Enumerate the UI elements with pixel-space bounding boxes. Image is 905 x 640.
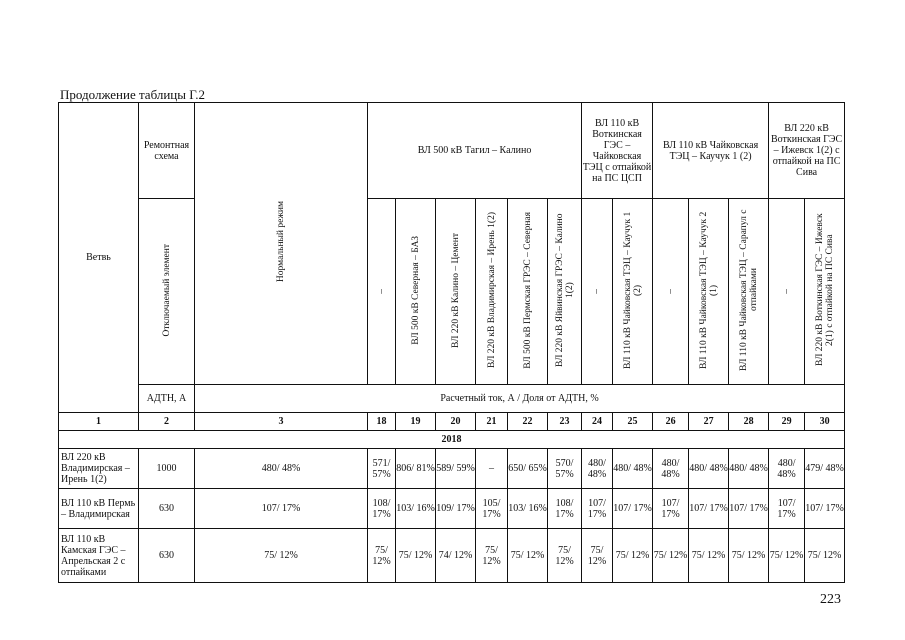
- element-header: ВЛ 220 кВ Владимирская – Ирень 1(2): [476, 199, 508, 385]
- column-number: 1: [59, 413, 139, 431]
- value-cell: 480/ 48%: [653, 449, 689, 489]
- value-cell: –: [476, 449, 508, 489]
- normal-mode-header: Нормальный режим: [195, 103, 368, 385]
- value-cell: 107/ 17%: [805, 489, 845, 529]
- branch-cell: ВЛ 110 кВ Пермь – Владимирская: [59, 489, 139, 529]
- element-header: –: [769, 199, 805, 385]
- branch-cell: ВЛ 110 кВ Камская ГЭС – Апрельская 2 с отпайками: [59, 529, 139, 583]
- value-cell: 480/ 48%: [613, 449, 653, 489]
- year-label: 2018: [59, 431, 845, 449]
- element-header: ВЛ 220 кВ Воткинская ГЭС – Ижевск 2(1) с отпайкой на ПС Сива: [805, 199, 845, 385]
- value-cell: 107/ 17%: [729, 489, 769, 529]
- value-cell: 589/ 59%: [436, 449, 476, 489]
- value-cell: 75/ 12%: [729, 529, 769, 583]
- adtn-cell: 630: [139, 489, 195, 529]
- element-header: –: [368, 199, 396, 385]
- value-cell: 105/ 17%: [476, 489, 508, 529]
- value-cell: 75/ 12%: [582, 529, 613, 583]
- column-number-row: [59, 413, 845, 431]
- element-header: ВЛ 110 кВ Чайковская ТЭЦ – Каучук 1 (2): [613, 199, 653, 385]
- value-cell: 75/ 12%: [769, 529, 805, 583]
- value-cell: 107/ 17%: [689, 489, 729, 529]
- value-cell: 109/ 17%: [436, 489, 476, 529]
- value-cell: 806/ 81%: [396, 449, 436, 489]
- column-number: 3: [195, 413, 368, 431]
- normal-mode-cell: 480/ 48%: [195, 449, 368, 489]
- value-cell: 479/ 48%: [805, 449, 845, 489]
- year-row: [59, 431, 845, 449]
- column-number: 19: [396, 413, 436, 431]
- page-number: 223: [820, 592, 841, 607]
- group-header-2: ВЛ 110 кВ Воткинская ГЭС – Чайковская ТЭЦ с отпайкой на ПС ЦСП: [582, 103, 653, 199]
- column-number: 20: [436, 413, 476, 431]
- branch-cell: ВЛ 220 кВ Владимирская – Ирень 1(2): [59, 449, 139, 489]
- column-number: 29: [769, 413, 805, 431]
- value-cell: 75/ 12%: [653, 529, 689, 583]
- header-row-units: [59, 385, 845, 413]
- value-cell: 480/ 48%: [729, 449, 769, 489]
- column-number: 18: [368, 413, 396, 431]
- column-number: 25: [613, 413, 653, 431]
- element-header: ВЛ 110 кВ Чайковская ТЭЦ – Сарапул с отпайками: [729, 199, 769, 385]
- value-cell: 108/ 17%: [548, 489, 582, 529]
- value-cell: 75/ 12%: [613, 529, 653, 583]
- element-header: –: [653, 199, 689, 385]
- column-number: 28: [729, 413, 769, 431]
- element-header: ВЛ 220 кВ Яйвинская ГРЭС – Калино 1(2): [548, 199, 582, 385]
- value-cell: 74/ 12%: [436, 529, 476, 583]
- repair-scheme-header: Ремонтная схема: [139, 103, 195, 199]
- value-cell: 75/ 12%: [476, 529, 508, 583]
- value-cell: 103/ 16%: [508, 489, 548, 529]
- column-number: 23: [548, 413, 582, 431]
- value-cell: 108/ 17%: [368, 489, 396, 529]
- value-cell: 75/ 12%: [805, 529, 845, 583]
- data-table: [58, 102, 845, 583]
- branch-header: Ветвь: [59, 103, 139, 413]
- value-cell: 75/ 12%: [548, 529, 582, 583]
- group-header-3: ВЛ 110 кВ Чайковская ТЭЦ – Каучук 1 (2): [653, 103, 769, 199]
- column-number: 24: [582, 413, 613, 431]
- element-header: ВЛ 500 кВ Пермская ГРЭС – Северная: [508, 199, 548, 385]
- group-header-1: ВЛ 500 кВ Тагил – Калино: [368, 103, 582, 199]
- column-number: 21: [476, 413, 508, 431]
- value-cell: 480/ 48%: [769, 449, 805, 489]
- column-number: 22: [508, 413, 548, 431]
- value-cell: 107/ 17%: [613, 489, 653, 529]
- value-cell: 107/ 17%: [582, 489, 613, 529]
- element-header: –: [582, 199, 613, 385]
- value-cell: 107/ 17%: [769, 489, 805, 529]
- header-row-groups: [59, 103, 845, 199]
- table-row: [59, 449, 845, 489]
- table-caption: Продолжение таблицы Г.2: [60, 87, 206, 102]
- adtn-cell: 630: [139, 529, 195, 583]
- group-header-4: ВЛ 220 кВ Воткинская ГЭС – Ижевск 1(2) с отпайкой на ПС Сива: [769, 103, 845, 199]
- value-cell: 480/ 48%: [689, 449, 729, 489]
- column-number: 26: [653, 413, 689, 431]
- value-cell: 75/ 12%: [689, 529, 729, 583]
- adtn-cell: 1000: [139, 449, 195, 489]
- element-header: ВЛ 220 кВ Калино – Цемент: [436, 199, 476, 385]
- normal-mode-cell: 107/ 17%: [195, 489, 368, 529]
- calc-current-header: Расчетный ток, А / Доля от АДТН, %: [195, 385, 845, 413]
- table-row: [59, 489, 845, 529]
- column-number: 2: [139, 413, 195, 431]
- value-cell: 571/ 57%: [368, 449, 396, 489]
- value-cell: 107/ 17%: [653, 489, 689, 529]
- normal-mode-cell: 75/ 12%: [195, 529, 368, 583]
- disconnected-element-header: Отключаемый элемент: [139, 199, 195, 385]
- value-cell: 480/ 48%: [582, 449, 613, 489]
- value-cell: 75/ 12%: [396, 529, 436, 583]
- value-cell: 75/ 12%: [508, 529, 548, 583]
- column-number: 27: [689, 413, 729, 431]
- adtn-header: АДТН, А: [139, 385, 195, 413]
- element-header: ВЛ 110 кВ Чайковская ТЭЦ – Каучук 2 (1): [689, 199, 729, 385]
- header-row-elements: [59, 199, 845, 385]
- value-cell: 570/ 57%: [548, 449, 582, 489]
- element-header: ВЛ 500 кВ Северная – БАЗ: [396, 199, 436, 385]
- column-number: 30: [805, 413, 845, 431]
- value-cell: 103/ 16%: [396, 489, 436, 529]
- value-cell: 650/ 65%: [508, 449, 548, 489]
- table-row: [59, 529, 845, 583]
- value-cell: 75/ 12%: [368, 529, 396, 583]
